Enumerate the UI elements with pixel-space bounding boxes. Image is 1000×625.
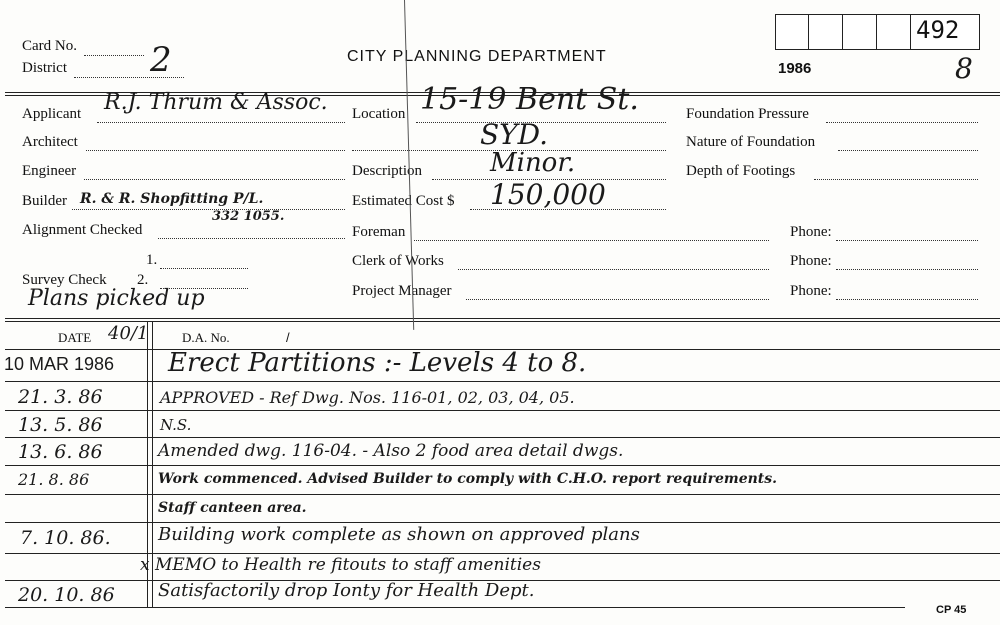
card-title: CITY PLANNING DEPARTMENT [347,48,607,65]
location-label: Location [352,106,406,122]
description-value: Minor. [490,148,576,178]
da-mark: / [286,330,290,345]
architect-line [86,150,345,151]
builder-value: R. & R. Shopfitting P/L. [80,191,264,207]
manager-phone-label: Phone: [790,283,832,299]
location-value-2: SYD. [480,118,549,151]
entry-date: 10 MAR 1986 [4,354,115,374]
applicant-line [97,122,345,123]
row-rule [5,465,1000,466]
survey-label: Survey Check [22,272,107,288]
entry-date: 7. 10. 86. [20,527,111,549]
row-rule [5,553,1000,554]
location-value-1: 15-19 Bent St. [420,82,639,117]
nature-foundation-line [838,150,978,151]
entry-text: Staff canteen area. [158,500,307,516]
foundation-pressure-line [826,122,978,123]
engineer-label: Engineer [22,163,77,179]
form-code: CP 45 [936,604,967,616]
entry-text: Building work complete as shown on approved plans [158,524,640,545]
entry-text: Erect Partitions :- Levels 4 to 8. [168,348,587,378]
cost-value: 150,000 [490,178,606,211]
alignment-line [158,238,345,239]
clerk-line [458,269,769,270]
applicant-value: R.J. Thrum & Assoc. [104,90,328,115]
survey-1: 1. [146,252,158,268]
nature-foundation-label: Nature of Foundation [686,134,816,150]
manager-line [466,299,769,300]
foreman-phone-label: Phone: [790,224,832,240]
row-rule [5,437,1000,438]
survey-note: Plans picked up [28,286,205,311]
applicant-label: Applicant [22,106,82,122]
entry-text: APPROVED - Ref Dwg. Nos. 116-01, 02, 03, 04, 05. [160,388,575,407]
box-divider [808,14,809,49]
entry-date: 21. 8. 86 [18,470,90,489]
district-value: 2 [150,40,172,80]
survey-1-line [160,268,248,269]
district-label: District [22,60,67,76]
entry-text: Work commenced. Advised Builder to comply with C.H.O. report requirements. [158,471,778,487]
foreman-label: Foreman [352,224,406,240]
entry-text: x MEMO to Health re fitouts to staff amenities [140,555,541,575]
builder-phone: 332 1055. [212,209,285,224]
builder-label: Builder [22,193,67,209]
card-no-line [84,55,144,56]
table-top-rule [5,318,1000,319]
row-rule [5,522,1000,523]
clerk-phone-label: Phone: [790,253,832,269]
builder-line [72,209,345,210]
box-divider [910,14,911,49]
depth-footings-label: Depth of Footings [686,163,796,179]
depth-footings-line [814,179,978,180]
card-number: 492 [916,16,960,44]
box-divider [876,14,877,49]
entry-date: 20. 10. 86 [18,584,115,606]
date-header: DATE [58,330,92,345]
engineer-line [84,179,345,180]
cost-label: Estimated Cost $ [352,193,455,209]
da-header: D.A. No. [182,330,230,345]
card-year: 1986 [778,60,812,77]
entry-text: Amended dwg. 116-04. - Also 2 food area detail dwgs. [158,441,624,461]
survey-2: 2. [137,272,149,288]
entry-text: Satisfactorily drop Ionty for Health Dept. [158,580,535,601]
entry-text: N.S. [160,416,192,434]
alignment-label: Alignment Checked [22,222,143,238]
row-rule [5,381,1000,382]
entry-date: 13. 5. 86 [18,414,103,436]
description-label: Description [352,163,422,179]
box-divider [842,14,843,49]
manager-label: Project Manager [352,283,452,299]
foundation-pressure-label: Foundation Pressure [686,106,809,122]
architect-label: Architect [22,134,78,150]
foreman-phone-line [836,240,978,241]
manager-phone-line [836,299,978,300]
row-rule [5,607,905,608]
foreman-line [414,240,769,241]
table-top-rule [5,321,1000,322]
date-header-note: 40/1 [108,323,149,344]
row-rule [5,410,1000,411]
entry-date: 13. 6. 86 [18,441,103,463]
row-rule [5,494,1000,495]
card-number-suffix: 8 [955,52,973,85]
card-no-label: Card No. [22,38,77,54]
entry-date: 21. 3. 86 [18,386,103,408]
clerk-label: Clerk of Works [352,253,444,269]
clerk-phone-line [836,269,978,270]
